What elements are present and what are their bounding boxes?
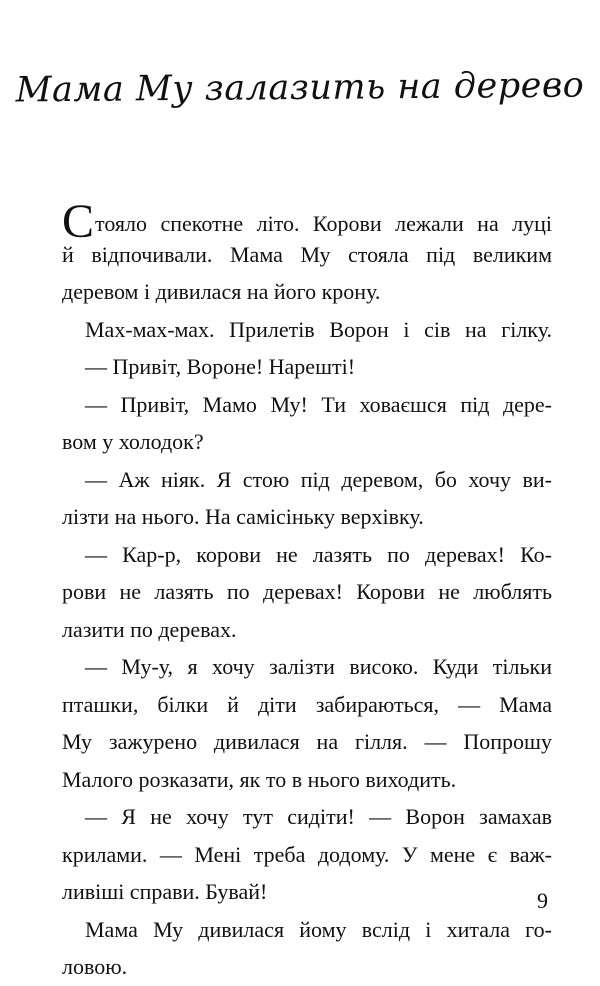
- drop-cap: С: [62, 195, 95, 248]
- text-line: пташки, білки й діти забираються, — Мама: [62, 691, 552, 717]
- text-line: — Аж ніяк. Я стою під деревом, бо хочу ви-: [85, 466, 552, 492]
- page-number: 9: [537, 888, 548, 913]
- text-line: Мах-мах-мах. Прилетів Ворон і сів на гілку.: [85, 316, 552, 342]
- text-line: Му зажурено дивилася на гілля. — Попрошу: [62, 729, 552, 754]
- text-line: Мама Му дивилася йому вслід і хитала го-: [85, 916, 552, 942]
- text-line: рови не лазять по деревах! Корови не люблять: [62, 579, 552, 604]
- text-line: ливіші справи. Бувай!: [62, 879, 268, 904]
- line-text: тояло спекотне літо. Корови лежали на луці: [95, 211, 552, 236]
- text-line: деревом і дивилася на його крону.: [62, 279, 381, 304]
- text-line: лізти на нього. На самісіньку верхівку.: [62, 504, 424, 529]
- text-line: лазити по деревах.: [62, 616, 237, 642]
- text-line: ловою.: [62, 954, 128, 979]
- text-line: й відпочивали. Мама Му стояла під великим: [62, 241, 552, 267]
- text-line: — Кар-р, корови не лазять по деревах! Ко-: [85, 541, 552, 567]
- text-line: — Му-у, я хочу залізти високо. Куди тільки: [85, 654, 552, 679]
- text-line: Малого розказати, як то в нього виходить.: [62, 766, 457, 792]
- chapter-title: Мама Му залазить на дерево: [15, 65, 585, 111]
- text-line: [62, 195, 552, 248]
- text-line: — Привіт, Вороне! Нарешті!: [85, 354, 356, 379]
- text-line: вом у холодок?: [62, 429, 204, 454]
- text-line: крилами. — Мені треба додому. У мене є важ-: [62, 841, 552, 867]
- text-line: — Привіт, Мамо Му! Ти ховаєшся під дере-: [85, 391, 552, 417]
- body-text: [62, 195, 552, 986]
- text-line: — Я не хочу тут сидіти! — Ворон замахав: [85, 804, 552, 829]
